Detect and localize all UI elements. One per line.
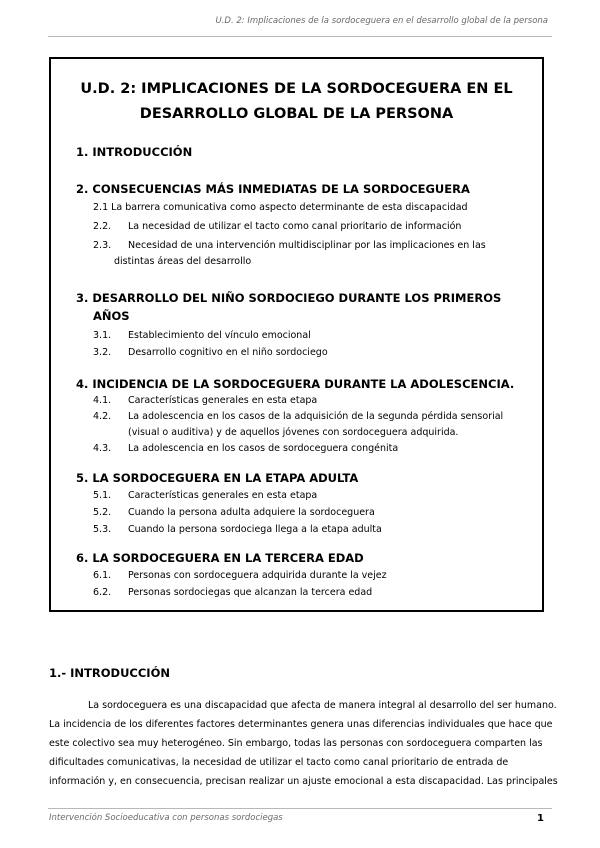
toc-item-text: Personas sordociegas que alcanzan la tercera edad bbox=[128, 587, 373, 598]
footer-rule bbox=[48, 808, 552, 809]
toc-item-text: La adolescencia en los casos de la adquisición de la segunda pérdida sensorial bbox=[128, 411, 504, 422]
paragraph-line: información y, en consecuencia, precisan realizar un ajuste emocional a esta discapacidad. Las principales bbox=[49, 776, 558, 787]
toc-item-text: Cuando la persona sordociega llega a la etapa adulta bbox=[128, 524, 382, 535]
toc-section-heading-continuation: AÑOS bbox=[93, 309, 130, 323]
toc-section-heading: 1. INTRODUCCIÓN bbox=[76, 145, 193, 159]
page-number: 1 bbox=[537, 813, 544, 824]
toc-item-number: 4.3. bbox=[93, 443, 112, 454]
toc-item-continuation: (visual o auditiva) y de aquellos jóvenes con sordoceguera adquirida. bbox=[128, 427, 459, 438]
toc-section-heading: 2. CONSECUENCIAS MÁS INMEDIATAS DE LA SORDOCEGUERA bbox=[76, 182, 470, 196]
toc-item-text: La barrera comunicativa como aspecto determinante de esta discapacidad bbox=[111, 202, 468, 213]
toc-item-number: 4.1. bbox=[93, 395, 112, 406]
toc-item-number: 5.2. bbox=[93, 507, 112, 518]
footer-text: Intervención Socioeducativa con personas sordociegas bbox=[49, 813, 283, 823]
toc-item-continuation: distintas áreas del desarrollo bbox=[114, 256, 252, 267]
toc-item-number: 2.1 bbox=[93, 202, 112, 213]
toc-item-text: Características generales en esta etapa bbox=[128, 490, 318, 501]
toc-item-number: 4.2. bbox=[93, 411, 112, 422]
paragraph-line: dificultades comunicativas, la necesidad de utilizar el tacto como canal prioritario de entrada de bbox=[49, 757, 509, 768]
table-of-contents-box bbox=[49, 57, 544, 612]
toc-item-text: Establecimiento del vínculo emocional bbox=[128, 330, 311, 341]
toc-section-heading: 6. LA SORDOCEGUERA EN LA TERCERA EDAD bbox=[76, 551, 364, 565]
toc-item-number: 2.2. bbox=[93, 221, 112, 232]
running-header: U.D. 2: Implicaciones de la sordoceguera en el desarrollo global de la persona bbox=[215, 16, 548, 26]
toc-item-number: 5.1. bbox=[93, 490, 112, 501]
toc-item-number: 5.3. bbox=[93, 524, 112, 535]
toc-section-heading: 3. DESARROLLO DEL NIÑO SORDOCIEGO DURANTE LOS PRIMEROS bbox=[76, 291, 502, 305]
toc-item-number: 3.1. bbox=[93, 330, 112, 341]
paragraph-line: La sordoceguera es una discapacidad que afecta de manera integral al desarrollo del ser humano. bbox=[88, 700, 557, 711]
document-title bbox=[51, 77, 542, 127]
document-title-line-2: DESARROLLO GLOBAL DE LA PERSONA bbox=[139, 106, 454, 122]
toc-item-text: La adolescencia en los casos de sordoceguera congénita bbox=[128, 443, 399, 454]
toc-item-text: La necesidad de utilizar el tacto como canal prioritario de información bbox=[128, 221, 462, 232]
toc-item-number: 6.1. bbox=[93, 570, 112, 581]
document-title-line-1: U.D. 2: IMPLICACIONES DE LA SORDOCEGUERA EN EL bbox=[80, 81, 513, 97]
toc-item-text: Características generales en esta etapa bbox=[128, 395, 318, 406]
paragraph-line: este colectivo sea muy heterogéneo. Sin embargo, todas las personas con sordoceguera comparten las bbox=[49, 738, 543, 749]
toc-item-number: 3.2. bbox=[93, 347, 112, 358]
toc-section-heading: 5. LA SORDOCEGUERA EN LA ETAPA ADULTA bbox=[76, 471, 359, 485]
toc-item-number: 2.3. bbox=[93, 240, 112, 251]
toc-item-text: Cuando la persona adulta adquiere la sordoceguera bbox=[128, 507, 375, 518]
toc-item-text: Necesidad de una intervención multidisciplinar por las implicaciones en las bbox=[128, 240, 486, 251]
paragraph-line: La incidencia de los diferentes factores determinantes genera unas diferencias individuales que hace que bbox=[49, 719, 553, 730]
header-rule bbox=[48, 36, 552, 37]
toc-item-text: Personas con sordoceguera adquirida durante la vejez bbox=[128, 570, 387, 581]
toc-section-heading: 4. INCIDENCIA DE LA SORDOCEGUERA DURANTE LA ADOLESCENCIA. bbox=[76, 377, 515, 391]
section-heading: 1.- INTRODUCCIÓN bbox=[49, 666, 170, 680]
toc-item-number: 6.2. bbox=[93, 587, 112, 598]
toc-item-text: Desarrollo cognitivo en el niño sordociego bbox=[128, 347, 328, 358]
toc-item bbox=[93, 200, 468, 215]
